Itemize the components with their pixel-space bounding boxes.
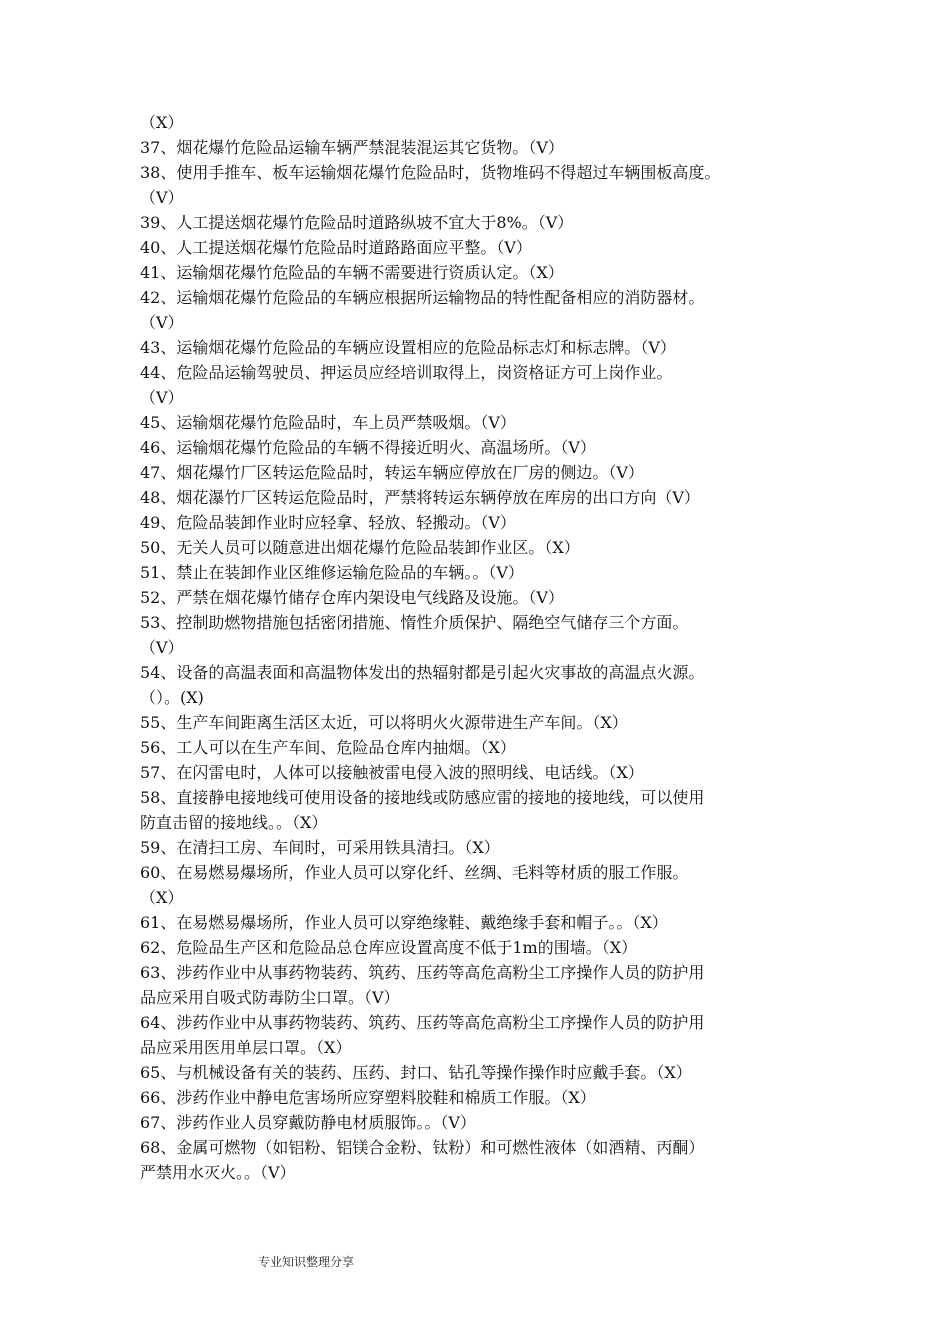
- text-line: 55、生产车间距离生活区太近，可以将明火火源带进生产车间。（X）: [140, 713, 628, 732]
- text-line: 63、涉药作业中从事药物装药、筑药、压药等高危高粉尘工序操作人员的防护用: [140, 963, 705, 982]
- page-footer: 专业知识整理分享: [258, 1255, 355, 1269]
- text-line: （）。(X): [140, 688, 204, 707]
- text-line: 品应采用自吸式防毒防尘口罩。（V）: [140, 988, 400, 1007]
- text-line: 40、人工提送烟花爆竹危险品时道路路面应平整。（V）: [140, 238, 532, 257]
- text-line: 50、无关人员可以随意进出烟花爆竹危险品装卸作业区。（X）: [140, 538, 580, 557]
- text-line: 62、危险品生产区和危险品总仓库应设置高度不低于1m的围墙。（X）: [140, 938, 638, 957]
- text-line: 48、烟花瀑竹厂区转运危险品时，严禁将转运东辆停放在库房的出口方向（V）: [140, 488, 700, 507]
- text-line: 41、运输烟花爆竹危险品的车辆不需要进行资质认定。（X）: [140, 263, 564, 282]
- text-line: 44、危险品运输驾驶员、押运员应经培训取得上，岗资格证方可上岗作业。: [140, 363, 673, 382]
- text-line: （V）: [140, 388, 184, 407]
- text-line: 49、危险品装卸作业时应轻拿、轻放、轻搬动。（V）: [140, 513, 516, 532]
- text-line: 64、涉药作业中从事药物装药、筑药、压药等高危高粉尘工序操作人员的防护用: [140, 1013, 705, 1032]
- text-line: 42、运输烟花爆竹危险品的车辆应根据所运输物品的特性配备相应的消防器材。: [140, 288, 705, 307]
- text-line: （X）: [140, 113, 184, 132]
- text-line: 45、运输烟花爆竹危险品时，车上员严禁吸烟。（V）: [140, 413, 516, 432]
- text-line: （V）: [140, 188, 184, 207]
- text-line: 37、烟花爆竹危险品运输车辆严禁混装混运其它货物。（V）: [140, 138, 564, 157]
- text-line: 56、工人可以在生产车间、危险品仓库内抽烟。（X）: [140, 738, 516, 757]
- text-line: 65、与机械设备有关的装药、压药、封口、钻孔等操作操作时应戴手套。（X）: [140, 1063, 692, 1082]
- text-line: 39、人工提送烟花爆竹危险品时道路纵坡不宜大于8%。（V）: [140, 213, 574, 232]
- text-line: 60、在易燃易爆场所，作业人员可以穿化纤、丝绸、毛料等材质的服工作服。: [140, 863, 689, 882]
- text-line: 47、烟花爆竹厂区转运危险品时，转运车辆应停放在厂房的侧边。（V）: [140, 463, 644, 482]
- question-list: [140, 110, 830, 1185]
- text-line: 66、涉药作业中静电危害场所应穿塑料胶鞋和棉质工作服。（X）: [140, 1088, 596, 1107]
- text-line: （V）: [140, 638, 184, 657]
- text-line: （V）: [140, 313, 184, 332]
- text-line: 38、使用手推车、板车运输烟花爆竹危险品时，货物堆码不得超过车辆围板高度。: [140, 163, 721, 182]
- text-line: 严禁用水灭火。。（V）: [140, 1163, 296, 1182]
- text-line: 58、直接静电接地线可使用设备的接地线或防感应雷的接地的接地线，可以使用: [140, 788, 705, 807]
- text-line: 54、设备的高温表面和高温物体发出的热辐射都是引起火灾事故的高温点火源。: [140, 663, 705, 682]
- text-line: 52、严禁在烟花爆竹储存仓库内架设电气线路及设施。（V）: [140, 588, 564, 607]
- text-line: 43、运输烟花爆竹危险品的车辆应设置相应的危险品标志灯和标志牌。（V）: [140, 338, 676, 357]
- text-line: 68、金属可燃物（如铝粉、铝镁合金粉、钛粉）和可燃性液体（如酒精、丙酮）: [140, 1138, 705, 1157]
- text-line: 67、涉药作业人员穿戴防静电材质服饰。。（V）: [140, 1113, 476, 1132]
- text-line: 品应采用医用单层口罩。（X）: [140, 1038, 352, 1057]
- text-line: （X）: [140, 888, 184, 907]
- text-line: 防直击留的接地线。。（X）: [140, 813, 328, 832]
- text-line: 53、控制助燃物措施包括密闭措施、惰性介质保护、隔绝空气储存三个方面。: [140, 613, 689, 632]
- text-line: 59、在清扫工房、车间时，可采用铁具清扫。（X）: [140, 838, 500, 857]
- text-line: 57、在闪雷电时，人体可以接触被雷电侵入波的照明线、电话线。（X）: [140, 763, 644, 782]
- text-line: 61、在易燃易爆场所，作业人员可以穿绝缘鞋、戴绝缘手套和帽子。。（X）: [140, 913, 668, 932]
- text-line: 46、运输烟花爆竹危险品的车辆不得接近明火、高温场所。（V）: [140, 438, 596, 457]
- text-line: 51、禁止在装卸作业区维修运输危险品的车辆。。（V）: [140, 563, 524, 582]
